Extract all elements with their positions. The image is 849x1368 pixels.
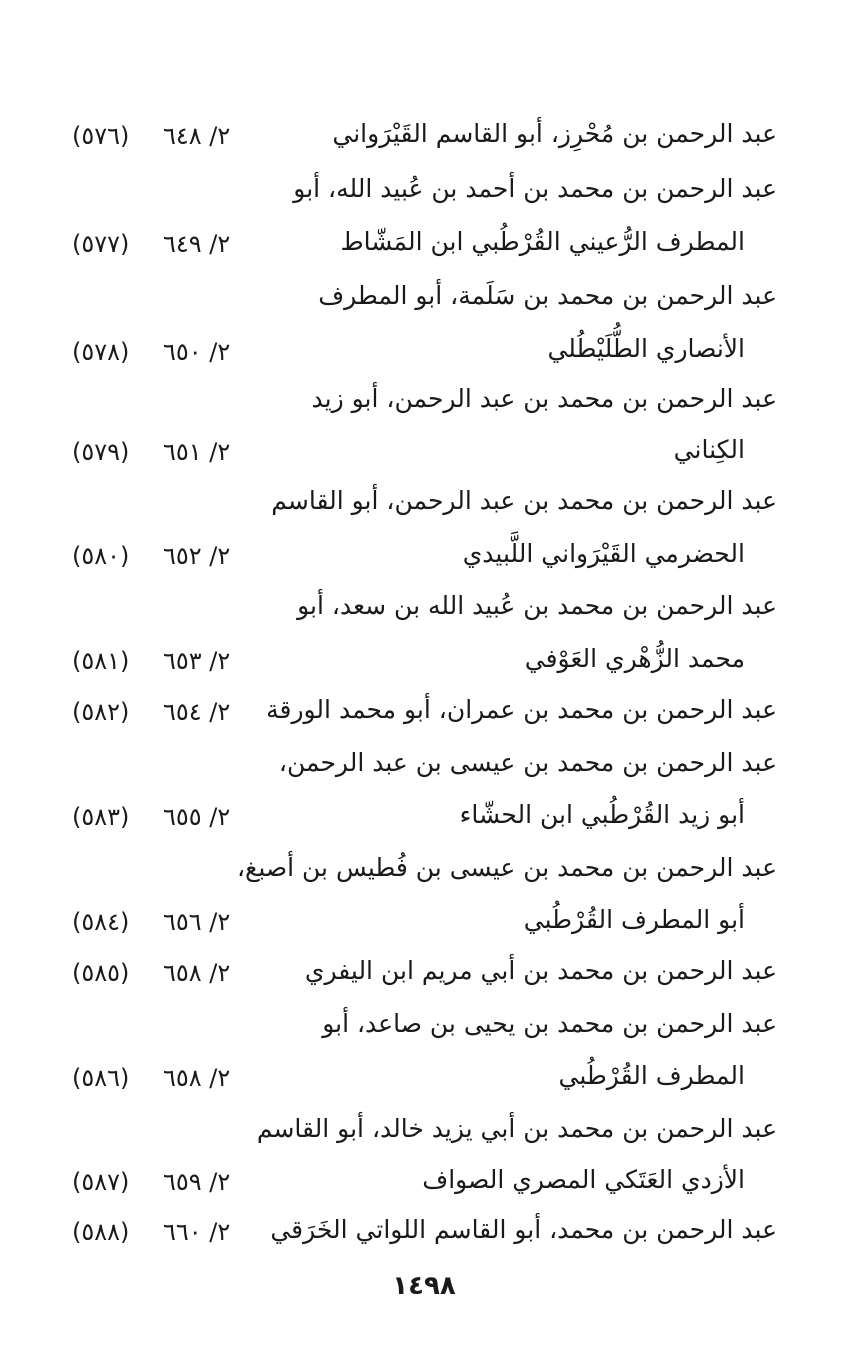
entry-name-line: عبد الرحمن بن محمد بن سَلَمة، أبو المطرف — [318, 281, 777, 310]
volume-page-ref: ٢/ ٦٥٢ — [163, 542, 231, 570]
volume-page-ref: ٢/ ٦٥٤ — [163, 698, 231, 726]
entry-number: (٥٨٥) — [72, 959, 130, 987]
entry-number: (٥٨٠) — [72, 542, 130, 570]
volume-page-ref: ٢/ ٦٥٥ — [163, 803, 231, 831]
entry-number: (٥٨٣) — [72, 803, 130, 831]
entry-number: (٥٧٦) — [72, 122, 130, 150]
entry-name-line: عبد الرحمن بن محمد بن عبد الرحمن، أبو القاسم — [271, 486, 777, 515]
volume-page-ref: ٢/ ٦٥٨ — [163, 1064, 231, 1092]
entry-name-line: عبد الرحمن بن محمد بن يحيى بن صاعد، أبو — [322, 1009, 777, 1038]
entry-name-line: عبد الرحمن بن محمد بن أبي مريم ابن اليفري — [304, 956, 777, 985]
volume-page-ref: ٢/ ٦٥٦ — [163, 908, 231, 936]
entry-number: (٥٨٧) — [72, 1168, 130, 1196]
entry-number: (٥٨٢) — [72, 698, 130, 726]
entry-name-line: أبو المطرف القُرْطُبي — [523, 905, 745, 934]
entry-number: (٥٧٧) — [72, 230, 130, 258]
entry-number: (٥٨٤) — [72, 908, 130, 936]
entry-name-line: الكِناني — [673, 435, 745, 464]
entry-number: (٥٨٨) — [72, 1218, 130, 1246]
entry-name-line: محمد الزُّهْري العَوْفي — [524, 644, 745, 673]
volume-page-ref: ٢/ ٦٥٠ — [163, 338, 231, 366]
volume-page-ref: ٢/ ٦٥٣ — [163, 647, 231, 675]
entry-name-line: عبد الرحمن بن محمد بن عبد الرحمن، أبو زيد — [311, 384, 777, 413]
entry-number: (٥٧٩) — [72, 438, 130, 466]
entry-number: (٥٨٦) — [72, 1064, 130, 1092]
volume-page-ref: ٢/ ٦٥٩ — [163, 1168, 231, 1196]
volume-page-ref: ٢/ ٦٤٨ — [163, 122, 231, 150]
entry-name-line: عبد الرحمن بن محمد بن عيسى بن فُطيس بن أصبغ، — [236, 853, 777, 882]
entry-name-line: عبد الرحمن بن محمد بن عمران، أبو محمد الورقة — [266, 695, 777, 724]
entry-name-line: عبد الرحمن بن محمد بن عُبيد الله بن سعد، أبو — [297, 591, 777, 620]
entry-name-line: المطرف الرُّعيني القُرْطُبي ابن المَشّاط — [340, 227, 745, 256]
entry-name-line: أبو زيد القُرْطُبي ابن الحشّاء — [459, 800, 745, 829]
volume-page-ref: ٢/ ٦٥١ — [163, 438, 231, 466]
entry-name-line: الحضرمي القَيْرَواني اللَّبيدي — [462, 539, 745, 568]
entry-name-line: عبد الرحمن بن محمد بن أبي يزيد خالد، أبو القاسم — [256, 1114, 777, 1143]
entry-name-line: عبد الرحمن بن محمد، أبو القاسم اللواتي الخَرَقي — [270, 1215, 777, 1244]
page-number: ١٤٩٨ — [392, 1271, 456, 1301]
entry-name-line: الأزدي العَتَكي المصري الصواف — [422, 1165, 745, 1194]
entry-name-line: عبد الرحمن بن محمد بن أحمد بن عُبيد الله، أبو — [293, 174, 777, 203]
volume-page-ref: ٢/ ٦٤٩ — [163, 230, 231, 258]
volume-page-ref: ٢/ ٦٦٠ — [163, 1218, 231, 1246]
entry-name-line: عبد الرحمن بن مُحْرِز، أبو القاسم القَيْرَواني — [332, 119, 777, 148]
entry-number: (٥٧٨) — [72, 338, 130, 366]
entry-name-line: المطرف القُرْطُبي — [558, 1061, 745, 1090]
entry-number: (٥٨١) — [72, 647, 130, 675]
entry-name-line: الأنصاري الطُّلَيْطُلي — [547, 334, 745, 363]
entry-name-line: عبد الرحمن بن محمد بن عيسى بن عبد الرحمن، — [278, 748, 777, 777]
volume-page-ref: ٢/ ٦٥٨ — [163, 959, 231, 987]
